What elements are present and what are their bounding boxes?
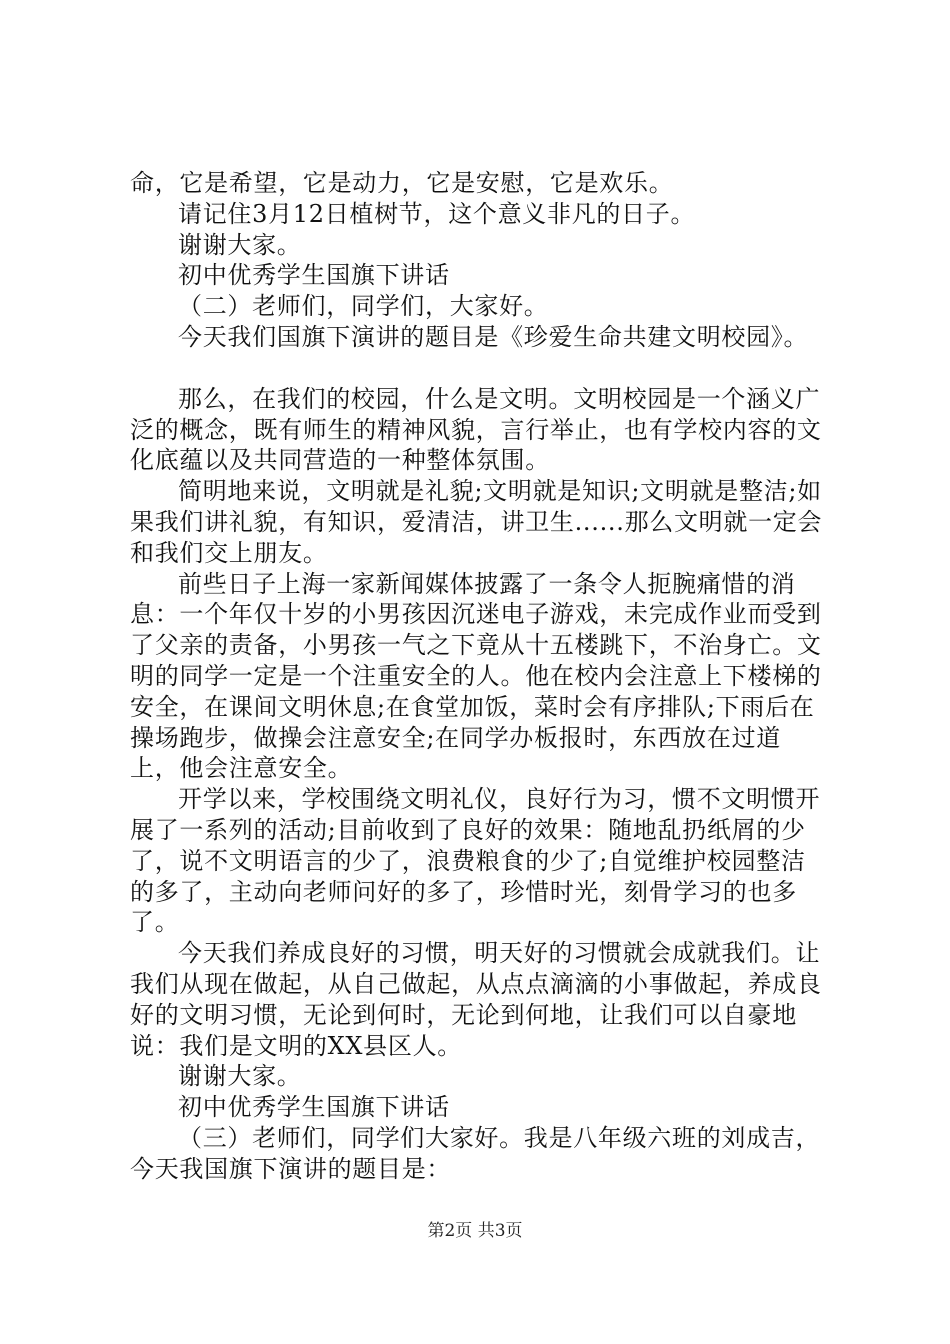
paragraph: 请记住3月12日植树节，这个意义非凡的日子。 <box>178 199 696 228</box>
paragraph: 谢谢大家。 <box>178 230 302 259</box>
page-number: 第2页 共3页 <box>427 1221 523 1241</box>
paragraph: 简明地来说，文明就是礼貌;文明就是知识;文明就是整洁;如果我们讲礼貌，有知识，爱清洁，讲卫生......那么文明就一定会和我们交上朋友。 <box>130 477 823 567</box>
paragraph: 命，它是希望，它是动力，它是安慰，它是欢乐。 <box>130 169 674 197</box>
paragraph: （二）老师们，同学们，大家好。 <box>178 292 549 321</box>
paragraph: 谢谢大家。 <box>178 1062 302 1091</box>
page-footer <box>0 1216 950 1241</box>
paragraph: 前些日子上海一家新闻媒体披露了一条令人扼腕痛惜的消息：一个年仅十岁的小男孩因沉迷电子游戏，未完成作业而受到了父亲的责备，小男孩一气之下竟从十五楼跳下，不治身亡。文明的同学一定是一个注重安全的人。他在校内会注意上下楼梯的安全，在课间文明休息;在食堂加饭，菜时会有序排队;下雨后在操场跑步，做操会注意安全;在同学办板报时，东西放在过道上，他会注意安全。 <box>130 569 822 783</box>
paragraph: 开学以来，学校围绕文明礼仪，良好行为习，惯不文明惯开展了一系列的活动;目前收到了良好的效果：随地乱扔纸屑的少了，说不文明语言的少了，浪费粮食的少了;自觉维护校园整洁的多了，主动向老师问好的多了，珍惜时光，刻骨学习的也多了。 <box>130 785 821 937</box>
paragraph: 那么，在我们的校园，什么是文明。文明校园是一个涵义广泛的概念，既有师生的精神风貌，言行举止，也有学校内容的文化底蕴以及共同营造的一种整体氛围。 <box>130 384 822 475</box>
paragraph: 今天我们国旗下演讲的题目是《珍爱生命共建文明校园》。 <box>178 322 809 351</box>
section-heading: 初中优秀学生国旗下讲话 <box>178 261 450 290</box>
paragraph-gap <box>130 353 830 384</box>
paragraph: （三）老师们，同学们大家好。我是八年级六班的刘成吉，今天我国旗下演讲的题目是： <box>130 1123 821 1183</box>
document-body <box>130 168 830 1185</box>
section-heading: 初中优秀学生国旗下讲话 <box>178 1093 450 1122</box>
paragraph: 今天我们养成良好的习惯，明天好的习惯就会成就我们。让我们从现在做起，从自己做起，从点点滴滴的小事做起，养成良好的文明习惯，无论到何时，无论到何地，让我们可以自豪地说：我们是文明的XX县区人。 <box>130 939 822 1060</box>
